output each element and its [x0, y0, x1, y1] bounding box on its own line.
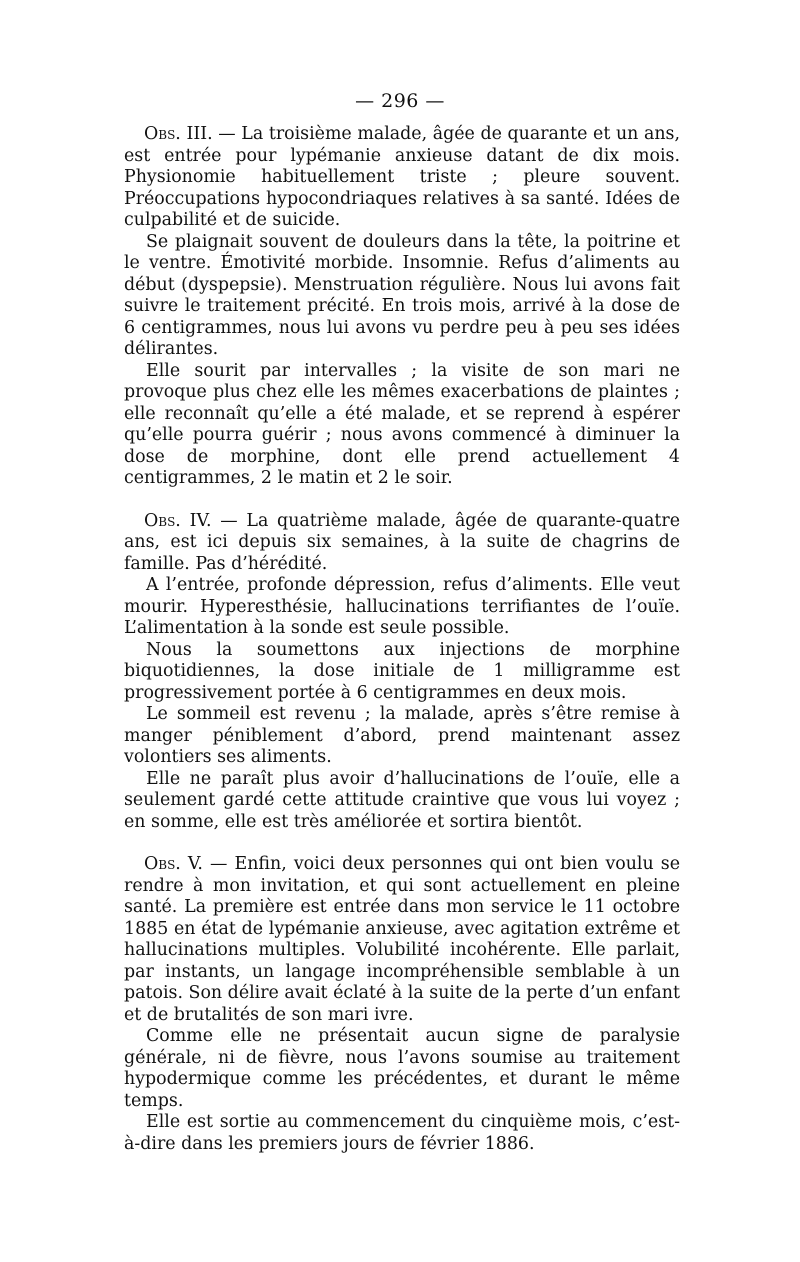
- observation-5: [124, 854, 680, 1155]
- observation-4-text-1: — La quatrième malade, âgée de quarante-quatre ans, est ici depuis six semaines, à la suite de chagrins de famille. Pas d’hérédité.: [124, 510, 680, 574]
- observation-3-paragraph-2: Se plaignait souvent de douleurs dans la tête, la poitrine et le ventre. Émotivité morbide. Insomnie. Refus d’aliments au début (dyspepsie). Menstruation régulière. Nous lui avons fait suivre le traitement précité. En trois mois, arrivé à la dose de 6 centigrammes, nous lui avons vu perdre peu à peu ses idées délirantes.: [124, 231, 680, 359]
- observation-5-paragraph-2: Comme elle ne présentait aucun signe de paralysie générale, ni de fièvre, nous l’avons soumise au traitement hypodermique comme les précédentes, et durant le même temps.: [124, 1026, 680, 1111]
- observation-3-paragraph-1: [124, 124, 680, 232]
- page-body: [124, 124, 680, 1155]
- observation-5-paragraph-1: [124, 854, 680, 1026]
- observation-4-paragraph-1: [124, 511, 680, 576]
- observation-3-text-1: — La troisième malade, âgée de quarante et un ans, est entrée pour lypémanie anxieuse datant de dix mois. Physionomie habituellement triste ; pleure souvent. Préoccupations hypocondriaques relatives à sa santé. Idées de culpabilité et de suicide.: [124, 124, 680, 230]
- observation-4-paragraph-5: Elle ne paraît plus avoir d’hallucinations de l’ouïe, elle a seulement gardé cette attitude craintive que vous lui voyez ; en somme, elle est très améliorée et sortira bientôt.: [124, 768, 680, 832]
- observation-4-label: Obs. IV.: [144, 510, 212, 531]
- observation-4-paragraph-2: A l’entrée, profonde dépression, refus d’aliments. Elle veut mourir. Hyperesthésie, hallucinations terrifiantes de l’ouïe. L’alimentation à la sonde est seule possible.: [124, 575, 680, 638]
- observation-5-paragraph-3: Elle est sortie au commencement du cinquième mois, c’est-à-dire dans les premiers jours de février 1886.: [124, 1112, 680, 1154]
- observation-5-text-1: — Enfin, voici deux personnes qui ont bien voulu se rendre à mon invitation, et qui sont actuellement en pleine santé. La première est entrée dans mon service le 11 octobre 1885 en état de lypémanie anxieuse, avec agitation extrême et hallucinations multiples. Volubilité incohérente. Elle parlait, par instants, un langage incompréhensible semblable à un patois. Son délire avait éclaté à la suite de la perte d’un enfant et de brutalités de son mari ivre.: [124, 854, 680, 1025]
- observation-5-label: Obs. V.: [144, 854, 203, 874]
- observation-3: [124, 124, 680, 490]
- page-number: — 296 —: [355, 90, 445, 112]
- observation-4-paragraph-4: Le sommeil est revenu ; la malade, après s’être remise à manger péniblement d’abord, prend maintenant assez volontiers ses aliments.: [124, 704, 680, 767]
- observation-3-label: Obs. III.: [144, 124, 213, 144]
- observation-4: [124, 511, 680, 834]
- observation-4-paragraph-3: Nous la soumettons aux injections de morphine biquotidiennes, la dose initiale de 1 milligramme est progressivement portée à 6 centigrammes en deux mois.: [124, 639, 680, 703]
- observation-3-paragraph-3: Elle sourit par intervalles ; la visite de son mari ne provoque plus chez elle les mêmes exacerbations de plaintes ; elle reconnaît qu’elle a été malade, et se reprend à espérer qu’elle pourra guérir ; nous avons commencé à diminuer la dose de morphine, dont elle prend actuellement 4 centigrammes, 2 le matin et 2 le soir.: [124, 360, 680, 488]
